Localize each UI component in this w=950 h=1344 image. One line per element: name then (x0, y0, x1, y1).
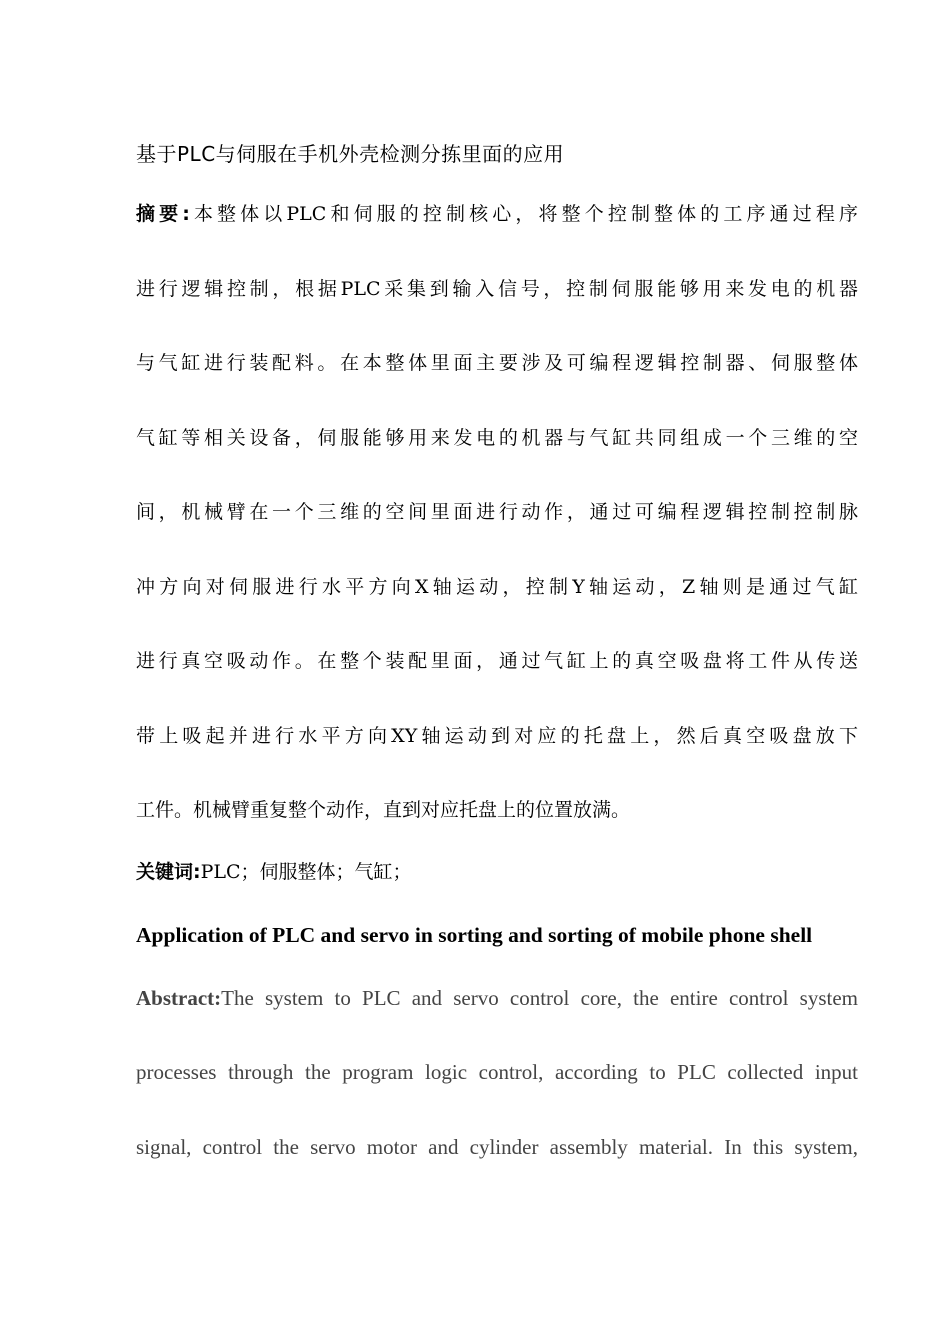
cn-abstract-line-9: 工件。机械臂重复整个动作，直到对应托盘上的位置放满。 (136, 799, 631, 821)
document-page (136, 0, 858, 1344)
cn-abstract-line-5: 间，机械臂在一个三维的空间里面进行动作，通过可编程逻辑控制控制脉 (136, 501, 858, 523)
cn-abstract-line-1 (136, 201, 858, 227)
cn-keywords (136, 859, 412, 885)
cn-abstract-line-2: 进行逻辑控制，根据PLC采集到输入信号，控制伺服能够用来发电的机器 (136, 278, 858, 300)
chinese-title: 基于PLC与伺服在手机外壳检测分拣里面的应用 (136, 142, 565, 166)
en-abstract-line-1 (136, 984, 858, 1012)
cn-keywords-label: 关键词: (136, 861, 201, 883)
en-abstract-line-3: signal, control the servo motor and cylinder assembly material. In this system, (136, 1135, 858, 1159)
english-title: Application of PLC and servo in sorting and sorting of mobile phone shell (136, 923, 813, 947)
en-abstract-line-2: processes through the program logic control, according to PLC collected input (136, 1060, 858, 1084)
cn-abstract-line-7: 进行真空吸动作。在整个装配里面，通过气缸上的真空吸盘将工件从传送 (136, 650, 858, 672)
cn-abstract-line-3: 与气缸进行装配料。在本整体里面主要涉及可编程逻辑控制器、伺服整体 (136, 352, 858, 374)
en-abstract-label: Abstract: (136, 986, 222, 1010)
cn-abstract-line-8: 带上吸起并进行水平方向XY轴运动到对应的托盘上，然后真空吸盘放下 (136, 725, 858, 747)
cn-abstract-label: 摘要: (136, 203, 190, 225)
cn-keywords-text: PLC；伺服整体；气缸； (200, 861, 412, 883)
cn-abstract-text: 本整体以PLC和伺服的控制核心，将整个控制整体的工序通过程序 (189, 203, 858, 225)
en-abstract-text: The system to PLC and servo control core, the entire control system (221, 986, 858, 1010)
cn-abstract-line-6: 冲方向对伺服进行水平方向X轴运动，控制Y轴运动，Z轴则是通过气缸 (136, 576, 858, 598)
cn-abstract-line-4: 气缸等相关设备，伺服能够用来发电的机器与气缸共同组成一个三维的空 (136, 427, 858, 449)
